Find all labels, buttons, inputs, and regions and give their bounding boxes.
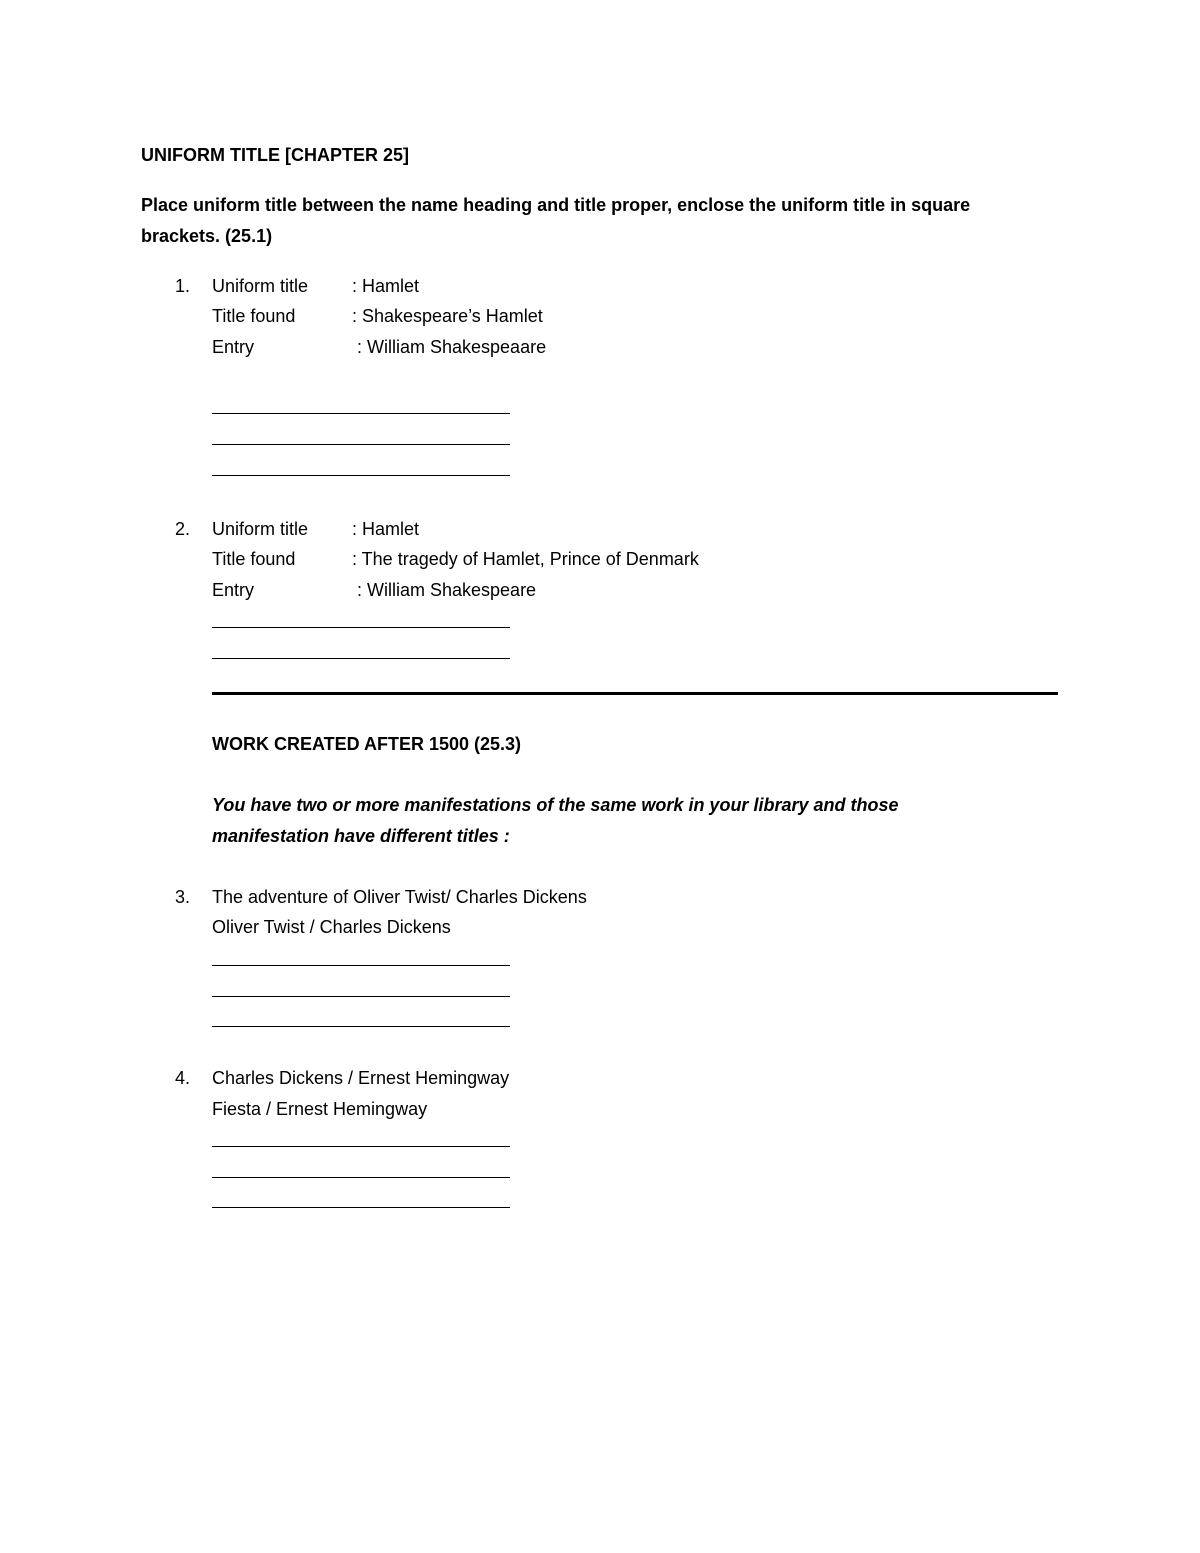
answer-line [212, 413, 510, 414]
answer-line [212, 1207, 510, 1208]
answer-line [212, 1026, 510, 1027]
item-2-uniform-value: : Hamlet [352, 519, 420, 539]
section-2-heading: WORK CREATED AFTER 1500 (25.3) [212, 734, 522, 754]
item-1-uniform-value: : Hamlet [352, 276, 420, 296]
item-4-line-1: Charles Dickens / Ernest Hemingway [212, 1068, 510, 1088]
instruction-line-1: Place uniform title between the name heading and title proper, enclose the uniform title in square [141, 195, 971, 215]
item-4-line-2: Fiesta / Ernest Hemingway [212, 1099, 428, 1119]
answer-line [212, 475, 510, 476]
item-2-found-label: Title found [212, 549, 296, 569]
instruction-line-2: brackets. (25.1) [141, 226, 273, 246]
item-1-entry-label: Entry [212, 337, 255, 357]
item-1-entry-value: : William Shakespeaare [357, 337, 547, 357]
answer-line [212, 996, 510, 997]
answer-line [212, 1177, 510, 1178]
item-1-found-label: Title found [212, 306, 296, 326]
item-2-uniform-label: Uniform title [212, 519, 309, 539]
answer-line [212, 658, 510, 659]
item-1-found-value: : Shakespeare’s Hamlet [352, 306, 543, 326]
item-4-number: 4. [175, 1068, 191, 1088]
answer-line [212, 1146, 510, 1147]
item-1-number: 1. [175, 276, 191, 296]
item-1-uniform-label: Uniform title [212, 276, 309, 296]
page-heading: UNIFORM TITLE [CHAPTER 25] [141, 145, 409, 165]
section-2-note-line-1: You have two or more manifestations of the same work in your library and those [212, 795, 899, 815]
item-2-number: 2. [175, 519, 191, 539]
item-2-entry-value: : William Shakespeare [357, 580, 537, 600]
item-3-number: 3. [175, 887, 191, 907]
answer-line [212, 627, 510, 628]
section-divider [212, 692, 1058, 695]
answer-line [212, 965, 510, 966]
item-2-entry-label: Entry [212, 580, 255, 600]
item-3-line-2: Oliver Twist / Charles Dickens [212, 917, 451, 937]
item-3-line-1: The adventure of Oliver Twist/ Charles Dickens [212, 887, 587, 907]
section-2-note-line-2: manifestation have different titles : [212, 826, 510, 846]
item-2-found-value: : The tragedy of Hamlet, Prince of Denmark [352, 549, 699, 569]
answer-line [212, 444, 510, 445]
